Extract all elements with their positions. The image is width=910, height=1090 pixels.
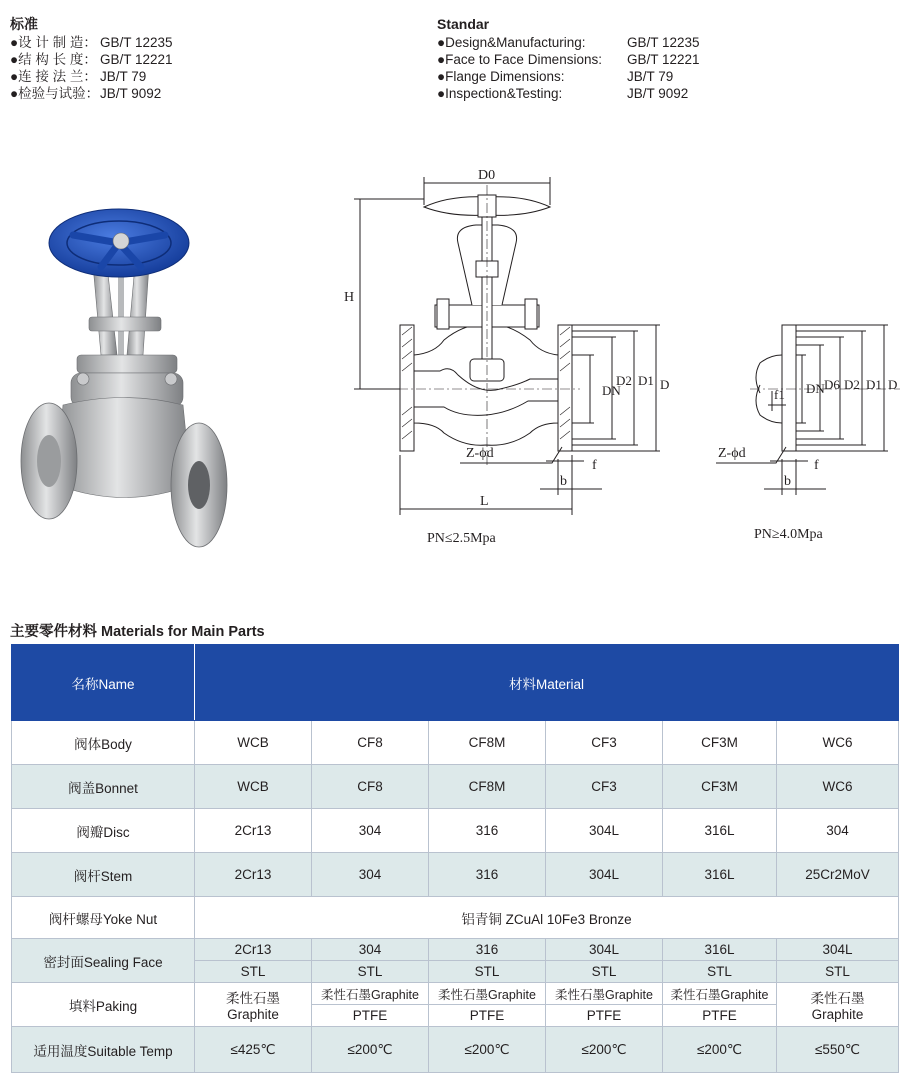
table-cell: 316L xyxy=(663,939,777,961)
row-label: 适用温度Suitable Temp xyxy=(12,1027,195,1073)
cell-line: 柔性石墨 xyxy=(226,991,280,1006)
standards-cn-item xyxy=(10,68,147,85)
table-cell: 304L xyxy=(546,853,663,897)
table-cell: ≤200℃ xyxy=(429,1027,546,1073)
row-label: 阀杆Stem xyxy=(12,853,195,897)
label-z-right: Z-ϕd xyxy=(718,446,746,461)
cell-line: 柔性石墨 xyxy=(810,991,865,1006)
standards-cn xyxy=(10,16,173,102)
table-cell: WCB xyxy=(195,765,312,809)
header-material: 材料Material xyxy=(195,645,899,721)
table-cell: CF3M xyxy=(663,721,777,765)
label-h: H xyxy=(344,290,355,305)
label-d6-right: D6 xyxy=(824,377,840,392)
table-cell: PTFE xyxy=(429,1005,546,1027)
table-cell: CF8 xyxy=(312,721,429,765)
standards-en-heading: Standar xyxy=(437,16,490,32)
std-value: GB/T 12235 xyxy=(100,35,173,50)
table-cell: 柔性石墨Graphite xyxy=(429,983,546,1005)
dimension-drawing xyxy=(340,165,900,565)
caption-pn-high: PN≥4.0Mpa xyxy=(754,527,823,542)
table-cell: 304 xyxy=(312,809,429,853)
table-cell xyxy=(777,983,899,1027)
row-label: 阀杆螺母Yoke Nut xyxy=(12,897,195,939)
std-value: JB/T 79 xyxy=(100,69,147,84)
std-label: ●连 接 法 兰： xyxy=(10,69,97,84)
table-row-yoke-nut xyxy=(12,897,899,939)
table-cell: PTFE xyxy=(663,1005,777,1027)
label-d-right: D xyxy=(888,377,898,392)
table-cell: ≤200℃ xyxy=(312,1027,429,1073)
table-cell: ≤425℃ xyxy=(195,1027,312,1073)
table-cell: 304 xyxy=(312,939,429,961)
row-label: 阀体Body xyxy=(12,721,195,765)
table-cell: 304L xyxy=(546,809,663,853)
table-cell: PTFE xyxy=(312,1005,429,1027)
table-cell: CF3 xyxy=(546,765,663,809)
table-cell: 25Cr2MoV xyxy=(777,853,899,897)
table-cell: STL xyxy=(312,961,429,983)
std-label: ●设 计 制 造： xyxy=(10,35,97,50)
standards-en-item xyxy=(437,34,700,51)
table-cell: 304L xyxy=(777,939,899,961)
label-b-right: b xyxy=(784,474,791,489)
table-cell: 316L xyxy=(663,853,777,897)
table-row-stem xyxy=(12,853,899,897)
table-cell: CF8 xyxy=(312,765,429,809)
std-value: JB/T 79 xyxy=(627,69,674,84)
label-dn-right: DN xyxy=(806,381,825,396)
table-cell: STL xyxy=(429,961,546,983)
label-d2-right: D2 xyxy=(844,377,860,392)
table-cell: 柔性石墨Graphite xyxy=(663,983,777,1005)
table-cell: 2Cr13 xyxy=(195,939,312,961)
row-label: 密封面Sealing Face xyxy=(12,939,195,983)
table-cell: 304 xyxy=(777,809,899,853)
std-label: ●Face to Face Dimensions: xyxy=(437,52,602,67)
label-f: f xyxy=(592,458,597,473)
table-cell: STL xyxy=(546,961,663,983)
caption-pn-low: PN≤2.5Mpa xyxy=(427,531,496,546)
section-title: 主要零件材料 Materials for Main Parts xyxy=(10,624,265,640)
table-cell xyxy=(195,983,312,1027)
label-d2: D2 xyxy=(616,373,632,388)
std-value: GB/T 12221 xyxy=(627,52,700,67)
std-value: JB/T 9092 xyxy=(627,86,689,101)
std-value: GB/T 12221 xyxy=(100,52,173,67)
table-cell: 铝青铜 ZCuAl 10Fe3 Bronze xyxy=(195,897,899,939)
label-d0: D0 xyxy=(478,168,496,183)
table-cell: CF8M xyxy=(429,721,546,765)
table-cell: 316 xyxy=(429,939,546,961)
std-label: ●结 构 长 度： xyxy=(10,52,97,67)
standards-cn-item xyxy=(10,85,162,102)
label-d1-right: D1 xyxy=(866,377,882,392)
standards-en-item xyxy=(437,68,674,85)
table-cell: 柔性石墨Graphite xyxy=(546,983,663,1005)
std-label: ●Inspection&Testing: xyxy=(437,86,563,101)
std-value: GB/T 12235 xyxy=(627,35,700,50)
cell-line: Graphite xyxy=(227,1007,279,1022)
label-f-right: f xyxy=(814,458,819,473)
label-l: L xyxy=(480,494,489,509)
table-cell: ≤550℃ xyxy=(777,1027,899,1073)
table-cell: CF3M xyxy=(663,765,777,809)
table-cell: 316 xyxy=(429,853,546,897)
standards-en-item xyxy=(437,85,689,102)
label-d: D xyxy=(660,377,670,392)
cell-line: Graphite xyxy=(811,1007,864,1022)
standards-cn-heading: 标准 xyxy=(10,16,38,32)
materials-table xyxy=(11,644,899,1073)
std-label: ●检验与试验： xyxy=(10,86,100,101)
table-cell: CF8M xyxy=(429,765,546,809)
table-row-bonnet xyxy=(12,765,899,809)
table-cell: WC6 xyxy=(777,721,899,765)
table-cell: CF3 xyxy=(546,721,663,765)
table-cell: 304L xyxy=(546,939,663,961)
table-row-packing xyxy=(12,983,899,1005)
row-label: 阀盖Bonnet xyxy=(12,765,195,809)
row-label: 阀瓣Disc xyxy=(12,809,195,853)
table-cell: ≤200℃ xyxy=(546,1027,663,1073)
table-row-sealing-face xyxy=(12,939,899,961)
label-d1: D1 xyxy=(638,373,654,388)
table-cell: 316 xyxy=(429,809,546,853)
label-z: Z-ϕd xyxy=(466,446,494,461)
table-cell: WCB xyxy=(195,721,312,765)
table-cell: PTFE xyxy=(546,1005,663,1027)
table-cell: WC6 xyxy=(777,765,899,809)
std-value: JB/T 9092 xyxy=(100,86,162,101)
std-label: ●Design&Manufacturing: xyxy=(437,35,586,50)
header-name: 名称Name xyxy=(12,645,195,721)
table-row-body xyxy=(12,721,899,765)
table-header-row xyxy=(12,645,899,721)
table-cell: STL xyxy=(195,961,312,983)
table-cell: STL xyxy=(663,961,777,983)
standards-cn-item xyxy=(10,51,173,68)
label-dn: DN xyxy=(602,383,621,398)
table-cell: ≤200℃ xyxy=(663,1027,777,1073)
table-row-temperature xyxy=(12,1027,899,1073)
table-cell: 2Cr13 xyxy=(195,809,312,853)
row-label: 填料Paking xyxy=(12,983,195,1027)
table-cell: 316L xyxy=(663,809,777,853)
standards-cn-item xyxy=(10,34,173,51)
table-row-disc xyxy=(12,809,899,853)
table-cell: 304 xyxy=(312,853,429,897)
standards-en xyxy=(437,16,700,102)
table-cell: 2Cr13 xyxy=(195,853,312,897)
label-f1-right: f1 xyxy=(774,387,785,402)
valve-photo xyxy=(15,205,233,557)
table-cell: 柔性石墨Graphite xyxy=(312,983,429,1005)
std-label: ●Flange Dimensions: xyxy=(437,69,565,84)
label-b: b xyxy=(560,474,567,489)
standards-en-item xyxy=(437,51,700,68)
table-cell: STL xyxy=(777,961,899,983)
